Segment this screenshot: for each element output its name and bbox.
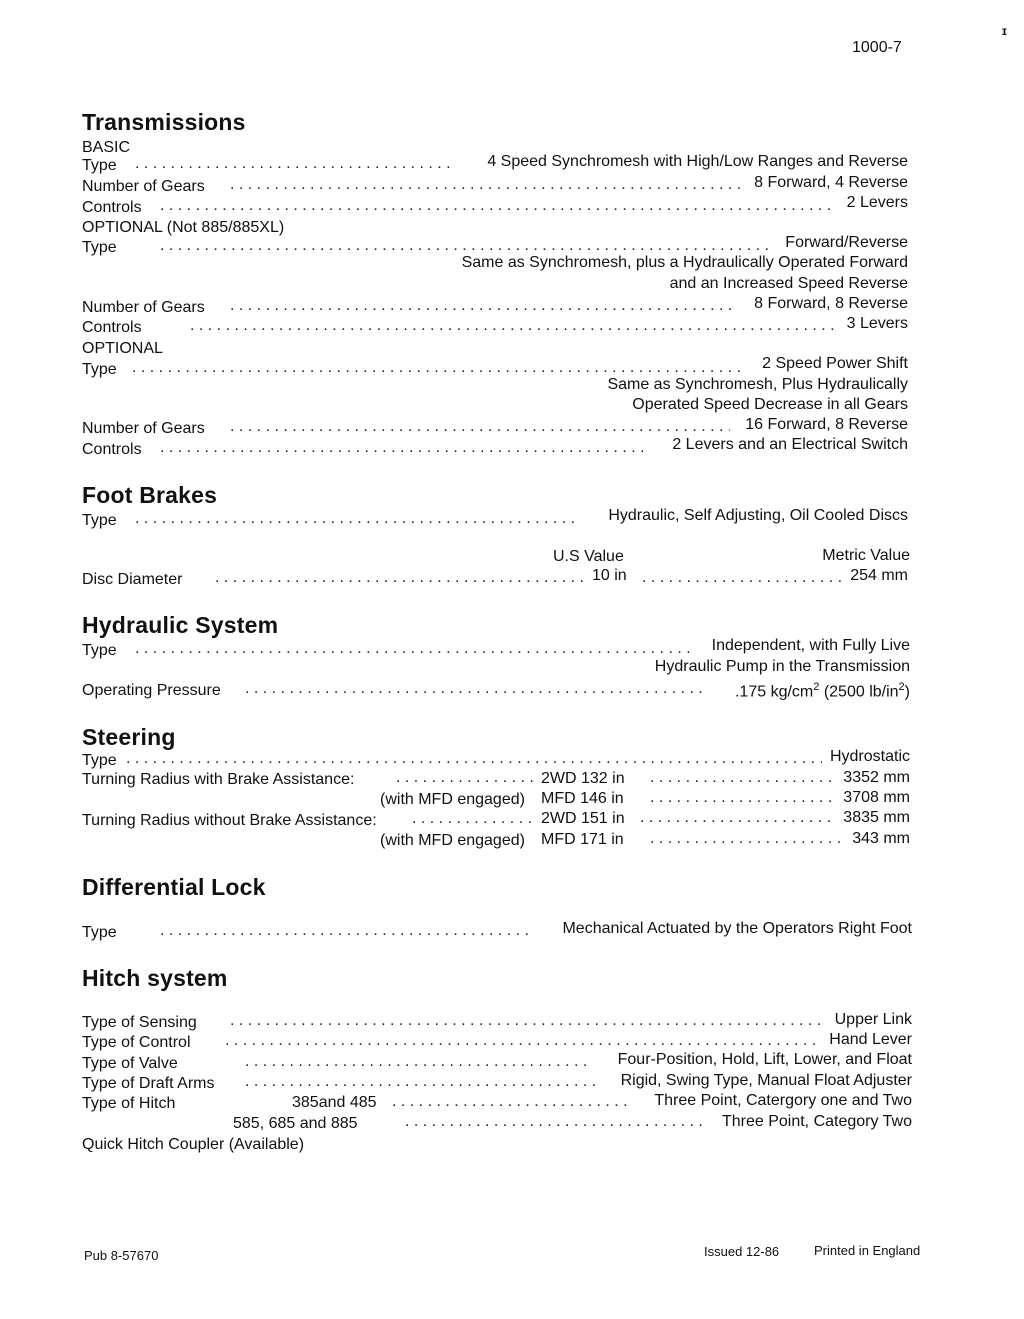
leader (126, 749, 822, 769)
heading-differential-lock: Differential Lock (82, 874, 266, 900)
footer-pub: Pub 8-57670 (84, 1248, 159, 1263)
radius-without-brake-metric: 3835 mm (843, 809, 910, 826)
hitch-model2: 585, 685 and 885 (233, 1115, 358, 1132)
optional2-controls-value: 2 Levers and an Electrical Switch (672, 436, 908, 453)
leader (215, 568, 589, 588)
radius-with-brake-us: 2WD 132 in (541, 770, 625, 787)
optional2-type-value: 2 Speed Power Shift (762, 355, 908, 372)
hydraulic-type-label: Type (82, 642, 117, 659)
radius-without-brake-mfd-metric: 343 mm (852, 830, 910, 847)
leader (230, 417, 730, 437)
heading-transmissions: Transmissions (82, 109, 246, 135)
leader (160, 438, 650, 458)
control-label: Type of Control (82, 1034, 191, 1051)
leader (245, 1052, 593, 1072)
basic-gears-value: 8 Forward, 4 Reverse (754, 174, 908, 191)
leader (230, 296, 736, 316)
leader (396, 768, 538, 788)
sensing-label: Type of Sensing (82, 1014, 197, 1031)
hitch-value2: Three Point, Category Two (721, 1113, 912, 1130)
us-value-header: U.S Value (553, 548, 624, 565)
operating-pressure-value (735, 677, 910, 702)
heading-hitch-system: Hitch system (82, 965, 228, 991)
pressure-value-part1: .175 kg/cm (734, 683, 814, 701)
optional1-type-note1: Same as Synchromesh, plus a Hydraulically Operated Forward (461, 254, 908, 271)
optional1-type-note2: and an Increased Speed Reverse (669, 275, 908, 292)
hitch-model1: 385and 485 (292, 1094, 377, 1111)
leader (230, 175, 740, 195)
basic-type-label: Type (82, 157, 117, 174)
leader (160, 921, 532, 941)
optional2-gears-value: 16 Forward, 8 Reverse (745, 416, 908, 433)
leader (160, 196, 836, 216)
radius-without-brake-us: 2WD 151 in (541, 810, 625, 827)
leader (245, 1072, 597, 1092)
optional2-type-note2: Operated Speed Decrease in all Gears (632, 396, 908, 413)
optional2-type-label: Type (82, 361, 117, 378)
radius-without-brake-mfd-label: (with MFD engaged) (380, 832, 525, 849)
basic-controls-value: 2 Levers (846, 194, 908, 211)
control-value: Hand Lever (829, 1031, 912, 1048)
radius-without-brake-label: Turning Radius without Brake Assistance: (82, 812, 377, 829)
leader (392, 1092, 632, 1112)
radius-with-brake-mfd-metric: 3708 mm (843, 789, 910, 806)
optional2-label: OPTIONAL (82, 340, 163, 357)
brakes-type-label: Type (82, 512, 117, 529)
leader (405, 1112, 705, 1132)
leader (245, 679, 707, 699)
heading-steering: Steering (82, 724, 176, 750)
basic-label: BASIC (82, 139, 131, 156)
heading-foot-brakes: Foot Brakes (82, 482, 218, 508)
leader (650, 788, 832, 808)
leader (225, 1031, 819, 1051)
corner-mark: ɪ (1002, 24, 1007, 38)
disc-diameter-metric: 254 mm (850, 567, 908, 584)
page-number: 1000-7 (852, 39, 902, 56)
steering-type-label: Type (82, 752, 117, 769)
optional1-controls-label: Controls (82, 319, 142, 336)
basic-gears-label: Number of Gears (82, 178, 205, 195)
radius-with-brake-mfd-label: (with MFD engaged) (380, 791, 525, 808)
valve-value: Four-Position, Hold, Lift, Lower, and Float (617, 1051, 912, 1068)
heading-hydraulic-system: Hydraulic System (82, 612, 279, 638)
hydraulic-type-value: Independent, with Fully Live (711, 637, 910, 654)
optional1-label: OPTIONAL (Not 885/885XL) (82, 219, 285, 236)
leader (135, 509, 581, 529)
optional1-type-label: Type (82, 239, 117, 256)
radius-with-brake-metric: 3352 mm (843, 769, 910, 786)
optional1-type-value: Forward/Reverse (785, 234, 908, 251)
leader (135, 154, 455, 174)
metric-value-header: Metric Value (822, 547, 910, 564)
leader (412, 809, 538, 829)
brakes-type-value: Hydraulic, Self Adjusting, Oil Cooled Discs (608, 507, 908, 524)
steering-type-value: Hydrostatic (829, 748, 910, 765)
pressure-value-part2: (2500 lb/in (819, 683, 899, 701)
optional2-controls-label: Controls (82, 441, 142, 458)
disc-diameter-us: 10 in (592, 567, 627, 584)
leader (135, 639, 691, 659)
hitch-type-label: Type of Hitch (82, 1095, 176, 1112)
optional1-gears-label: Number of Gears (82, 299, 205, 316)
valve-label: Type of Valve (82, 1055, 178, 1072)
operating-pressure-label: Operating Pressure (82, 682, 221, 699)
pressure-exp2: 2 (898, 681, 905, 693)
footer-issued: Issued 12-86 (704, 1244, 780, 1259)
quick-hitch-coupler: Quick Hitch Coupler (Available) (82, 1136, 305, 1153)
pressure-value-part3: ) (904, 683, 910, 701)
leader (650, 768, 832, 788)
hydraulic-type-note: Hydraulic Pump in the Transmission (654, 658, 910, 675)
footer-printed: Printed in England (814, 1243, 921, 1258)
leader (190, 316, 836, 336)
sensing-value: Upper Link (834, 1011, 912, 1028)
leader (642, 568, 844, 588)
optional1-gears-value: 8 Forward, 8 Reverse (754, 295, 908, 312)
radius-with-brake-mfd-us: MFD 146 in (541, 790, 624, 807)
radius-without-brake-mfd-us: MFD 171 in (541, 831, 624, 848)
hitch-value1: Three Point, Catergory one and Two (654, 1092, 912, 1109)
diff-type-label: Type (82, 924, 117, 941)
leader (640, 808, 832, 828)
basic-controls-label: Controls (82, 199, 142, 216)
optional1-controls-value: 3 Levers (846, 315, 908, 332)
diff-type-value: Mechanical Actuated by the Operators Right Foot (562, 920, 912, 937)
pressure-exp1: 2 (813, 681, 820, 693)
optional2-gears-label: Number of Gears (82, 420, 205, 437)
radius-with-brake-label: Turning Radius with Brake Assistance: (82, 771, 355, 788)
leader (650, 829, 842, 849)
draft-arms-label: Type of Draft Arms (82, 1075, 215, 1092)
optional2-type-note1: Same as Synchromesh, Plus Hydraulically (607, 376, 908, 393)
draft-arms-value: Rigid, Swing Type, Manual Float Adjuster (620, 1072, 912, 1089)
leader (230, 1011, 824, 1031)
basic-type-value: 4 Speed Synchromesh with High/Low Ranges and Reverse (487, 153, 908, 170)
disc-diameter-label: Disc Diameter (82, 571, 183, 588)
